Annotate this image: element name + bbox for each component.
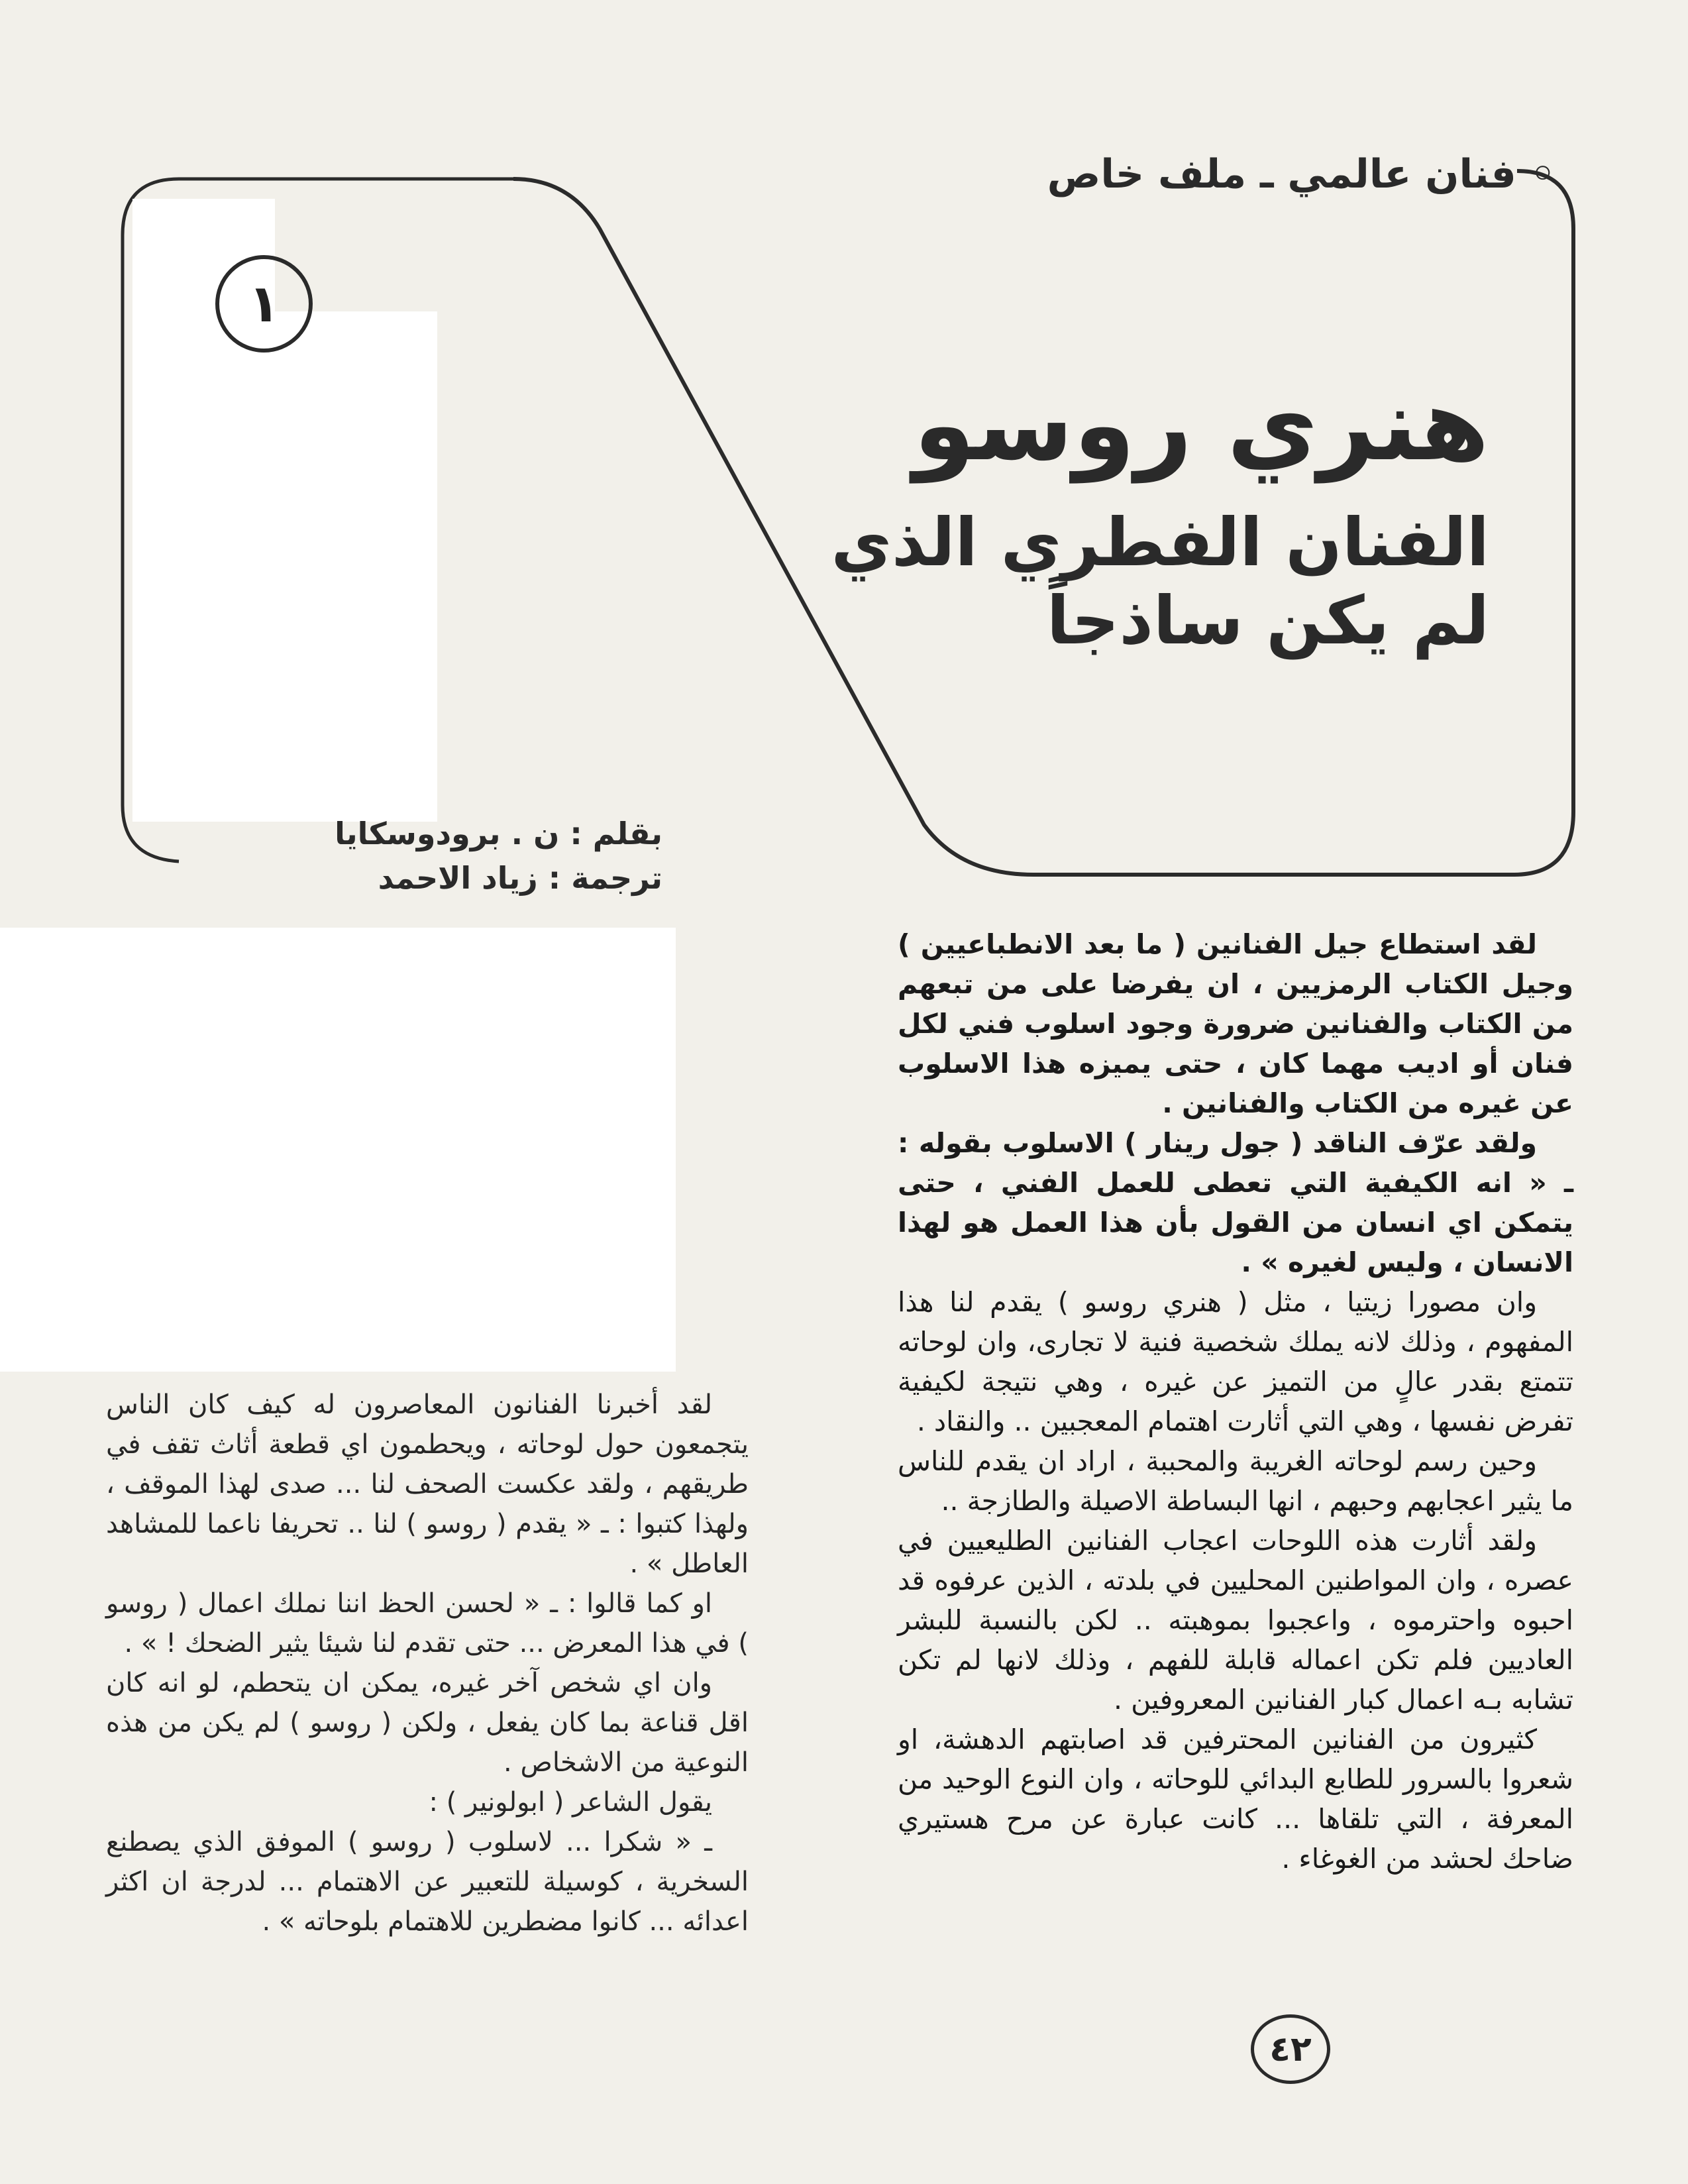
author-credit: بقلم : ن . برودوسكايا (335, 816, 662, 851)
paragraph: وان اي شخص آخر غيره، يمكن ان يتحطم، لو انه كان اقل قناعة بما كان يفعل ، ولكن ( روسو ) لم يكن من هذه النوعية من الاشخاص . (106, 1668, 749, 1778)
section-kicker: ◦ فنان عالمي ـ ملف خاص (1047, 151, 1556, 197)
subtitle-line: لم يكن ساذجاً (1046, 582, 1489, 659)
paragraph: وحين رسم لوحاته الغريبة والمحببة ، اراد ان يقدم للناس ما يثير اعجابهم وحبهم ، انها البساطة الاصيلة والطازجة .. (898, 1445, 1573, 1517)
page-number: ٤٢ (1251, 2014, 1330, 2084)
right-text-column (898, 924, 1573, 1879)
issue-number-badge: ١ (215, 255, 313, 353)
translator-credit: ترجمة : زياد الاحمد (378, 859, 662, 896)
paragraph: وان مصورا زيتيا ، مثل ( هنري روسو ) يقدم لنا هذا المفهوم ، وذلك لانه يملك شخصية فنية لا تجارى، وان لوحاته تتمتع بقدر عالٍ من التميز عن غيره ، وهي نتيجة لكيفية تفرض نفسها ، وهي التي أثارت اهتمام المعجبين .. والنقاد . (898, 1286, 1573, 1437)
blank-image-area-mid (275, 311, 437, 822)
article-subtitle (761, 504, 1489, 660)
paragraph: يقول الشاعر ( ابولونير ) : (429, 1787, 712, 1818)
paragraph: او كما قالوا : ـ « لحسن الحظ اننا نملك اعمال ( روسو ) في هذا المعرض ... حتى تقدم لنا شيئا يثير الضحك ! » . (106, 1588, 749, 1659)
paragraph: ـ « شكرا ... لاسلوب ( روسو ) الموفق الذي يصطنع السخرية ، كوسيلة للتعبير عن الاهتمام ... لدرجة ان اكثر اعدائه ... كانوا مضطرين للاهتمام بلوحاته » . (106, 1827, 749, 1937)
paragraph: لقد استطاع جيل الفنانين ( ما بعد الانطباعيين ) وجيل الكتاب الرمزيين ، ان يفرضا على من تبعهم من الكتاب والفنانين ضرورة وجود اسلوب فني لكل فنان أو اديب مهما كان ، حتى يميزه هذا الاسلوب عن غيره من الكتاب والفنانين . (898, 928, 1573, 1119)
subtitle-line: الفنان الفطري الذي (831, 504, 1489, 581)
paragraph: ولقد أثارت هذه اللوحات اعجاب الفنانين الطليعيين في عصره ، وان المواطنين المحليين في بلدته ، الذين عرفوه قد احبوه واحترموه ، واعجبوا بموهبته .. لكن بالنسبة للبشر العاديين فلم تكن اعماله قابلة للفهم ، وذلك لانها لم تكن تشابه بـه اعمال كبار الفنانين المعروفين . (898, 1525, 1573, 1716)
paragraph: ولقد عرّف الناقد ( جول رينار ) الاسلوب بقوله : ـ « انه الكيفية التي تعطى للعمل الفني ، حتى يتمكن اي انسان من القول بأن هذا العمل هو لهذا الانسان ، وليس لغيره » . (898, 1127, 1573, 1278)
article-title: هنري روسو (913, 368, 1489, 483)
blank-image-area-bottom (0, 928, 676, 1372)
left-text-column (106, 1385, 749, 1941)
article-credits (199, 812, 662, 900)
paragraph: كثيرون من الفنانين المحترفين قد اصابتهم الدهشة، او شعروا بالسرور للطابع البدائي للوحاته ، وان النوع الوحيد من المعرفة ، التي تلقاها ... كانت عبارة عن مرح هستيري ضاحك لحشد من الغوغاء . (898, 1723, 1573, 1875)
paragraph: لقد أخبرنا الفنانون المعاصرون له كيف كان الناس يتجمعون حول لوحاته ، ويحطمون اي قطعة أثاث تقف في طريقهم ، ولقد عكست الصحف لنا ... صدى لهذا الموقف ، ولهذا كتبوا : ـ « يقدم ( روسو ) لنا .. تحريفا ناعما للمشاهد العاطل » . (106, 1390, 749, 1579)
